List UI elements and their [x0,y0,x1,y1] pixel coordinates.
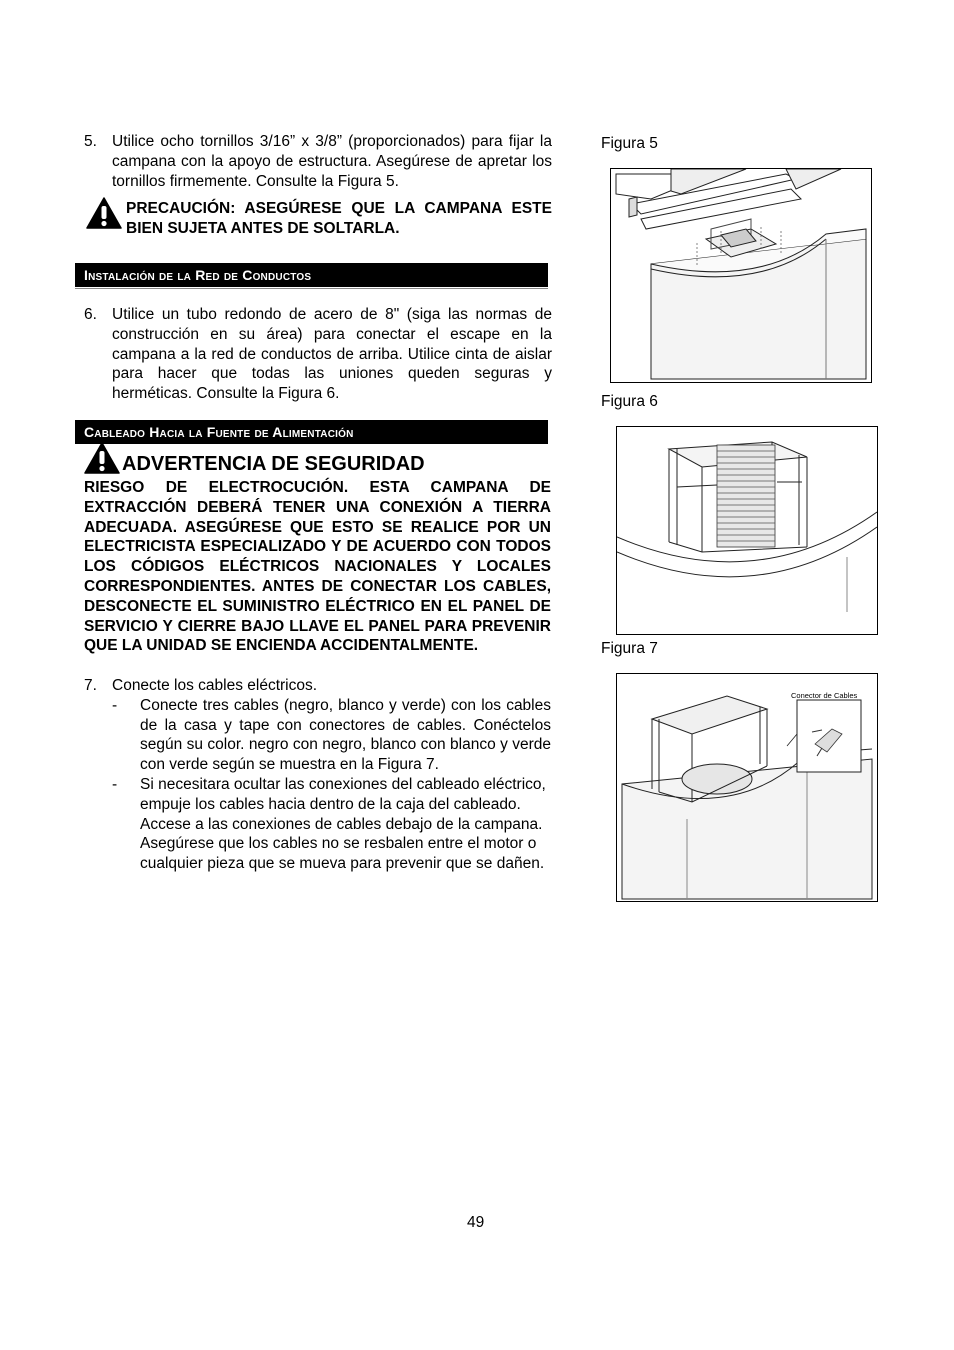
step-6 [84,305,552,404]
safety-warning-body: RIESGO DE ELECTROCUCIÓN. ESTA CAMPANA DE EXTRACCIÓN DEBERÁ TENER UNA CONEXIÓN A TIERRA ADECUADA. ASEGÚRESE QUE ESTO SE REALICE POR UN ELECTRICISTA ESPECIALIZADO Y DE ACUERDO CON TODOS LOS CÓDIGOS ELÉCTRICOS NACIONALES Y LOCALES CORRESPONDIENTES. ANTES DE CONECTAR LOS CABLES, DESCONECTE EL SUMINISTRO ELÉCTRICO EN EL PANEL DE SERVICIO Y CIERRE BAJO LLAVE EL PANEL PARA PREVENIR QUE LA UNIDAD SE ENCIENDA ACCIDENTALMENTE. [84,479,551,655]
caution-note [84,199,552,239]
step-6-block [84,305,552,404]
warning-triangle-icon [84,442,120,481]
step-6-number: 6. [84,306,97,323]
step-5-number: 5. [84,133,97,150]
figure-5-illustration [611,169,871,382]
figure-7-caption: Figura 7 [601,640,658,657]
figure-5 [610,168,872,383]
section-divider [75,288,548,289]
step-7-text: Conecte los cables eléctricos. [112,677,318,694]
warning-triangle-icon [86,197,122,235]
figure-5-caption: Figura 5 [601,135,658,152]
figure-6-illustration [617,427,877,634]
step-7-block [84,676,551,874]
figure-6 [616,426,878,635]
step-7-number: 7. [84,677,97,694]
section-header-ductwork: Instalación de la Red de Conductos [75,263,548,287]
safety-warning-title [84,442,425,481]
step-7 [84,676,551,696]
page-number: 49 [467,1214,485,1231]
step-7-bullet: - Si necesitara ocultar las conexiones del cableado eléctrico, empuje los cables hacia dentro de la caja del cableado. Accese a las conexiones de cables debajo de la campana. Asegúrese que los cables no se resbalen entre el motor o cualquier pieza que se mueva para prevenir que se dañen. [112,775,546,873]
figure-7 [616,673,878,902]
safety-warning-title-text: ADVERTENCIA DE SEGURIDAD [122,453,425,475]
step-7-bullet: - Conecte tres cables (negro, blanco y verde) con los cables de la casa y tape con conectores de cables. Conéctelos según su color. negro con negro, blanco con blanco y verde con verde según se muestra en la Figura 7. [112,696,551,774]
section-header-wiring: Cableado Hacia la Fuente de Alimentación [75,420,548,444]
step-5 [84,132,552,191]
left-column [84,132,552,239]
caution-text: PRECAUCIÓN: ASEGÚRESE QUE LA CAMPANA ESTE BIEN SUJETA ANTES DE SOLTARLA. [126,200,552,238]
figure-6-caption: Figura 6 [601,393,658,410]
step-5-text: Utilice ocho tornillos 3/16” x 3/8” (proporcionados) para fijar la campana con la apoyo de estructura. Asegúrese de apretar los tornillos firmemente. Consulte la Figura 5. [112,133,552,190]
cable-connector-label: Conector de Cables [791,691,858,700]
step-6-text: Utilice un tubo redondo de acero de 8" (siga las normas de construcción en su área) para conectar el escape en la campana a la red de conductos de arriba. Utilice cinta de aislar para hacer que todas las uniones queden seguras y herméticas. Consulte la Figura 6. [112,306,552,403]
figure-7-illustration [617,674,877,901]
